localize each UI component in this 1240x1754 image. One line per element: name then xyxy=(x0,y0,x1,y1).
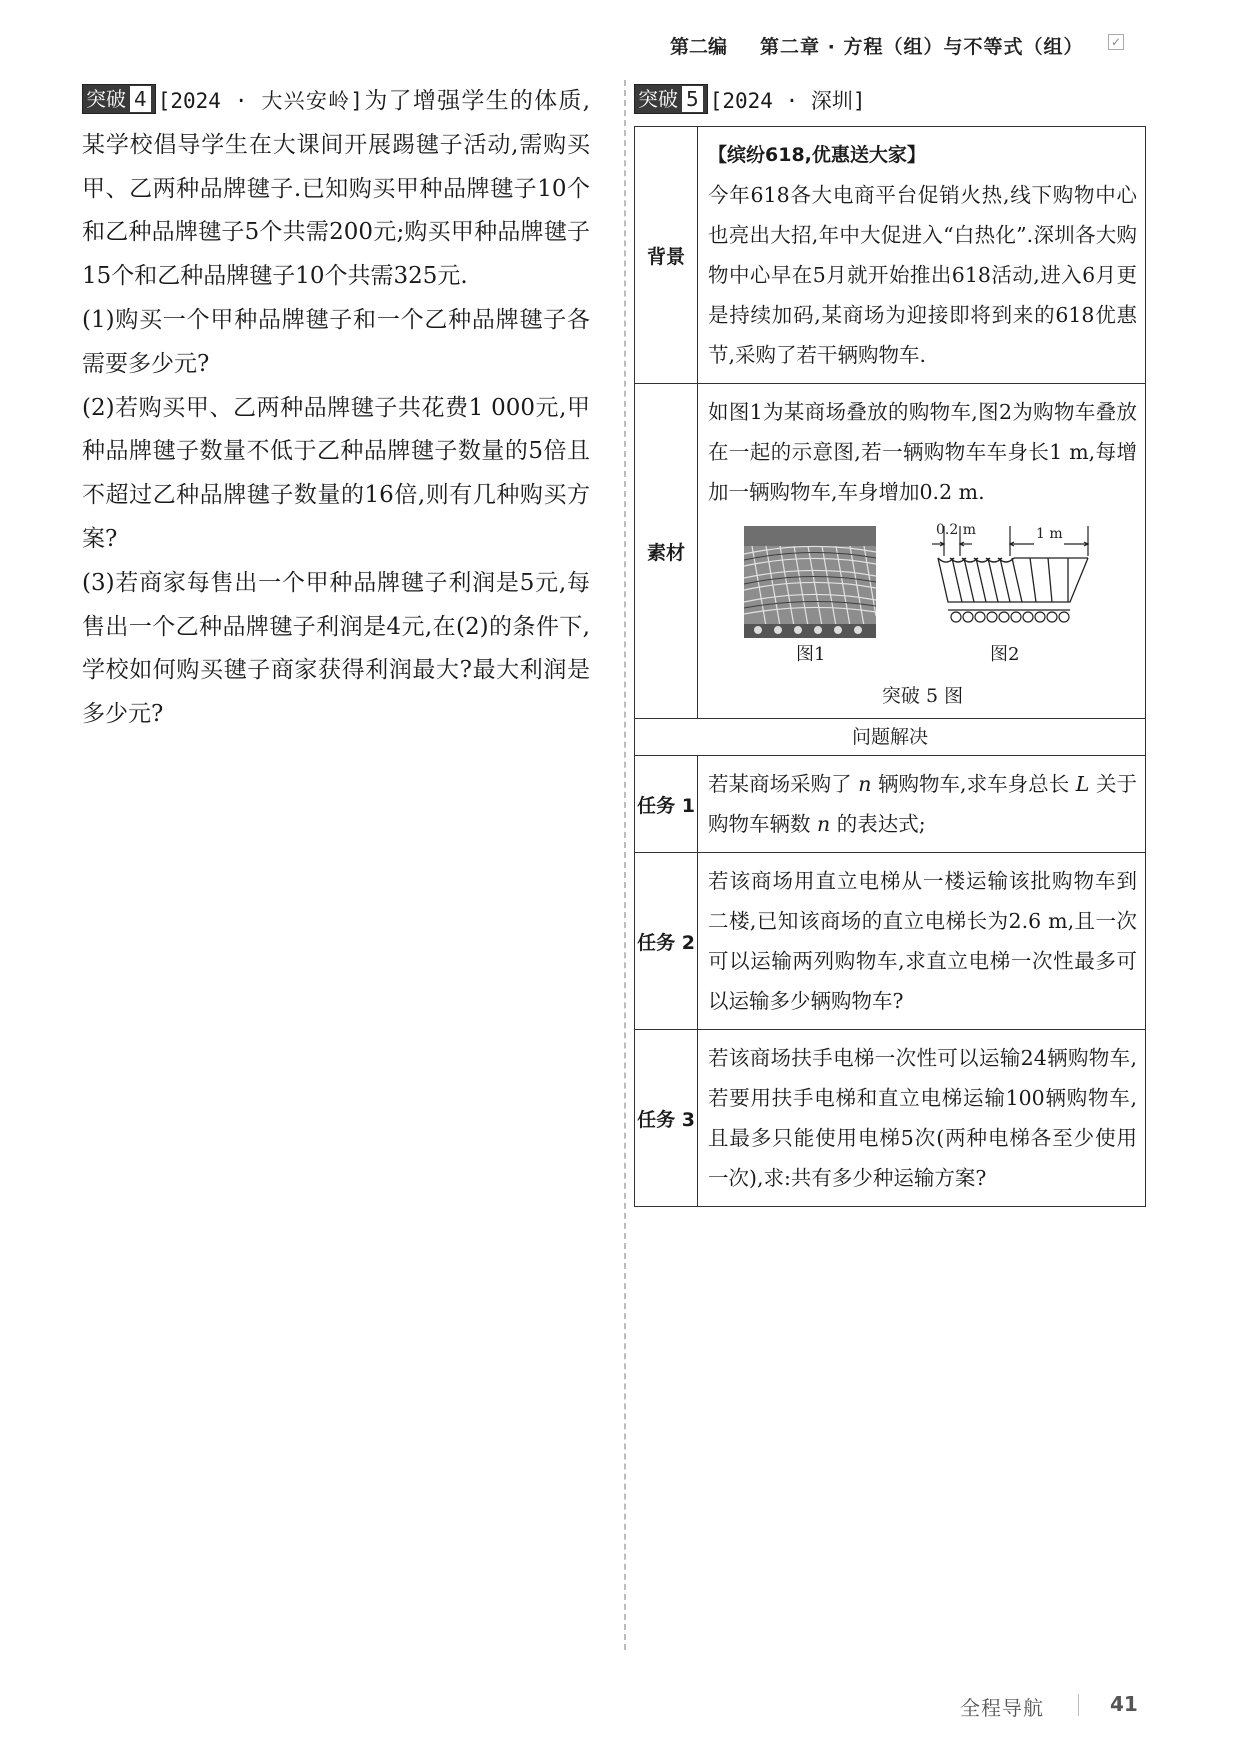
section-header-row xyxy=(635,719,1146,756)
part-label: 第二编 xyxy=(670,36,728,58)
background-row xyxy=(635,127,1146,384)
material-figures xyxy=(708,516,1137,688)
task-2-content: 若该商场用直立电梯从一楼运输该批购物车到二楼,已知该商场的直立电梯长为2.6 m,且一次可以运输两列购物车,求直立电梯一次性最多可以运输多少辆购物车? xyxy=(698,853,1146,1030)
dimension-label-small: 0.2 m xyxy=(936,522,976,538)
variable-L: L xyxy=(1075,772,1090,796)
problem-5-badge: 突破 5 xyxy=(634,84,708,114)
task-3-content: 若该商场扶手电梯一次性可以运输24辆购物车,若要用扶手电梯和直立电梯运输100辆购物车,且最多只能使用电梯5次(两种电梯各至少使用一次),求:共有多少种运输方案? xyxy=(698,1030,1146,1207)
task-2-row xyxy=(635,853,1146,1030)
background-content xyxy=(698,127,1146,384)
task-1-label: 任务 1 xyxy=(635,756,698,853)
chapter-title: 第二章 · 方程（组）与不等式（组） xyxy=(760,36,1084,58)
background-title: 【缤纷618,优惠送大家】 xyxy=(708,144,926,166)
problem-4-badge: 突破 4 xyxy=(82,84,156,114)
column-divider xyxy=(624,80,626,1650)
problem-5-table xyxy=(634,126,1146,1207)
material-text: 如图1为某商场叠放的购物车,图2为购物车叠放在一起的示意图,若一辆购物车车身长1 m,每增加一辆购物车,车身增加0.2 m. xyxy=(708,400,1137,504)
figure-1-caption: 图1 xyxy=(796,644,826,665)
page-number: 41 xyxy=(1110,1692,1138,1716)
section-header: 问题解决 xyxy=(635,719,1146,756)
problem-4-source: [2024 · 大兴安岭] xyxy=(157,89,364,113)
problem-4-question-3: (3)若商家每售出一个甲种品牌毽子利润是5元,每售出一个乙种品牌毽子利润是4元,在(2)的条件下,学校如何购买毽子商家获得利润最大?最大利润是多少元? xyxy=(82,569,590,728)
footer-separator xyxy=(1078,1694,1079,1716)
task-1-content: 若某商场采购了 n 辆购物车,求车身总长 L 关于购物车辆数 n 的表达式; xyxy=(698,756,1146,853)
problem-4 xyxy=(82,80,590,737)
background-text: 今年618各大电商平台促销火热,线下购物中心也亮出大招,年中大促进入“白热化”.深圳各大购物中心早在5月就开始推出618活动,进入6月更是持续加码,某商场为迎接即将到来的618优惠节,采购了若干辆购物车. xyxy=(708,183,1137,367)
task-2-label: 任务 2 xyxy=(635,853,698,1030)
problem-4-question-1: (1)购买一个甲种品牌毽子和一个乙种品牌毽子各需要多少元? xyxy=(82,306,590,377)
footer-brand: 全程导航 xyxy=(960,1696,1044,1720)
material-row xyxy=(635,384,1146,719)
problem-4-intro-text: 为了增强学生的体质,某学校倡导学生在大课间开展踢毽子活动,需购买甲、乙两种品牌毽子.已知购买甲种品牌毽子10个和乙种品牌毽子5个共需200元;购买甲种品牌毽子15个和乙种品牌毽子10个共需325元. xyxy=(82,88,591,290)
problem-4-question-2: (2)若购买甲、乙两种品牌毽子共花费1 000元,甲种品牌毽子数量不低于乙种品牌毽子数量的5倍且不超过乙种品牌毽子数量的16倍,则有几种购买方案? xyxy=(82,394,590,552)
variable-n-2: n xyxy=(817,812,831,836)
dimension-label-large: 1 m xyxy=(1036,526,1063,542)
problem-5-heading xyxy=(634,84,866,117)
page-header xyxy=(640,22,1140,62)
figure-2-caption: 图2 xyxy=(990,644,1020,665)
problem-5-source: [2024 · 深圳] xyxy=(709,89,866,113)
variable-n: n xyxy=(858,772,872,796)
background-label: 背景 xyxy=(635,127,698,384)
figure-caption: 突破 5 图 xyxy=(881,685,964,707)
cart-stack-diagram xyxy=(918,516,1098,644)
stacked-carts-photo xyxy=(744,526,876,638)
task-3-label: 任务 3 xyxy=(635,1030,698,1207)
material-content xyxy=(698,384,1146,719)
check-box-icon: ✓ xyxy=(1108,34,1124,50)
material-label: 素材 xyxy=(635,384,698,719)
problem-4-intro xyxy=(82,80,590,299)
task-3-row xyxy=(635,1030,1146,1207)
task-1-row xyxy=(635,756,1146,853)
